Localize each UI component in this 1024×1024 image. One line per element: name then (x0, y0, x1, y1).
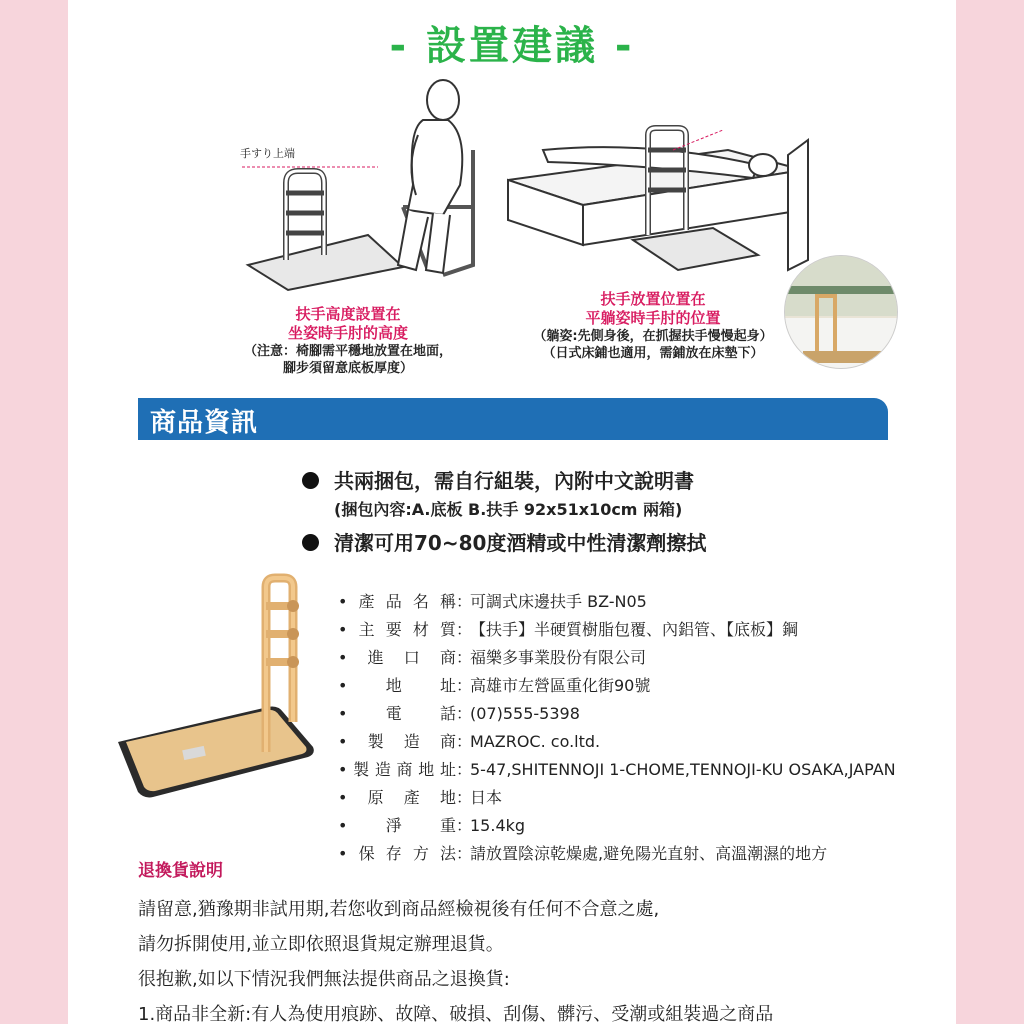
spec-label (338, 672, 456, 700)
caption-right (488, 290, 818, 362)
spec-bullet-icon: • (338, 620, 348, 639)
spec-label (338, 616, 456, 644)
spec-label-char: 稱 (439, 592, 456, 611)
spec-label-char: 名 (412, 592, 429, 611)
caption-left-note2: 腳步須留意底板厚度） (282, 361, 413, 376)
spec-separator: ： (456, 760, 473, 779)
spec-label-char: 話 (439, 704, 456, 723)
spec-bullet-icon: • (338, 648, 348, 667)
spec-row (338, 588, 898, 616)
caption-left-line2: 坐姿時手肘的高度 (287, 324, 408, 342)
spec-bullet-icon: • (338, 676, 348, 695)
spec-label-char: 存 (385, 844, 402, 863)
spec-label-char: 原 (367, 788, 384, 807)
spec-value: MAZROC. co.ltd. (470, 732, 601, 751)
spec-label-char: 口 (403, 648, 420, 667)
spec-value: 15.4kg (470, 816, 526, 835)
spec-bullet-icon: • (338, 704, 348, 723)
spec-separator: ： (456, 816, 473, 835)
page-title: - 設置建議 - (389, 23, 635, 69)
spec-separator: ： (456, 592, 473, 611)
spec-bullet-icon: • (338, 760, 348, 779)
spec-label-char: 質 (439, 620, 456, 639)
caption-left-note1: （注意：椅腳需平穩地放置在地面， (243, 344, 452, 359)
spec-value: 請放置陰涼乾燥處,避免陽光直射、高溫潮濕的地方 (470, 844, 828, 863)
spec-value: 可調式床邊扶手 BZ-N05 (470, 592, 647, 611)
section-header (138, 398, 888, 440)
spec-bullet-icon: • (338, 788, 348, 807)
spec-label-char: 保 (358, 844, 375, 863)
spec-row (338, 616, 898, 644)
spec-label-char: 造 (374, 760, 391, 779)
spec-separator: ： (456, 788, 473, 807)
bullet-subtext: (捆包內容:A.底板 B.扶手 92x51x10cm 兩箱) (334, 500, 683, 519)
spec-separator: ： (456, 648, 473, 667)
spec-label (338, 728, 456, 756)
spec-row (338, 728, 898, 756)
spec-label-char: 進 (367, 648, 384, 667)
spec-label-char: 製 (367, 732, 384, 751)
caption-left (188, 305, 508, 377)
spec-label-char: 電 (385, 704, 402, 723)
spec-label-char: 主 (358, 620, 375, 639)
spec-label (338, 812, 456, 840)
spec-label-char: 商 (439, 732, 456, 751)
spec-separator: ： (456, 704, 473, 723)
bullet-dot-icon (302, 472, 319, 489)
spec-label-char: 地 (418, 760, 435, 779)
returns-line: 請勿拆開使用,並立即依照退貨規定辦理退貨。 (138, 934, 504, 955)
bullet-item (302, 528, 862, 558)
spec-bullet-icon: • (338, 592, 348, 611)
spec-label-char: 品 (385, 592, 402, 611)
seated-illustration (228, 75, 528, 295)
caption-left-line1: 扶手高度設置在 (295, 305, 401, 323)
spec-separator: ： (456, 676, 473, 695)
spec-label-char: 產 (358, 592, 375, 611)
spec-label (338, 784, 456, 812)
spec-label-char: 製 (353, 760, 370, 779)
spec-label-char: 造 (403, 732, 420, 751)
spec-label-char: 法 (439, 844, 456, 863)
spec-label-char: 商 (439, 648, 456, 667)
spec-row (338, 672, 898, 700)
spec-label-char: 商 (396, 760, 413, 779)
returns-line: 1.商品非全新:有人為使用痕跡、故障、破損、刮傷、髒污、受潮或組裝過之商品 (138, 1004, 774, 1024)
product-image (108, 572, 338, 812)
spec-value: 日本 (470, 788, 503, 807)
spec-separator: ： (456, 732, 473, 751)
spec-label-char: 址 (439, 760, 456, 779)
spec-value: (07)555-5398 (470, 704, 580, 723)
spec-row (338, 644, 898, 672)
marker-label: 手すり上端 (240, 147, 295, 160)
page (68, 0, 956, 1024)
spec-separator: ： (456, 620, 473, 639)
section-title: 商品資訊 (150, 408, 259, 438)
returns-line: 很抱歉,如以下情況我們無法提供商品之退換貨: (138, 969, 510, 990)
spec-list (338, 588, 898, 868)
caption-right-note1: （躺姿:先側身後，在抓握扶手慢慢起身） (533, 329, 773, 344)
caption-right-line1: 扶手放置位置在 (600, 290, 706, 308)
spec-label (338, 588, 456, 616)
spec-separator: ： (456, 844, 473, 863)
spec-bullet-icon: • (338, 732, 348, 751)
spec-label-char: 址 (439, 676, 456, 695)
spec-label-char: 重 (439, 816, 456, 835)
spec-label-char: 材 (412, 620, 429, 639)
caption-right-line2: 平躺姿時手肘的位置 (585, 309, 721, 327)
spec-label (338, 644, 456, 672)
bullet-text: 共兩捆包，需自行組裝，內附中文說明書 (334, 469, 694, 493)
spec-label-char: 方 (412, 844, 429, 863)
spec-label (338, 700, 456, 728)
spec-label-char: 要 (385, 620, 402, 639)
spec-row (338, 756, 898, 784)
returns-title: 退換貨說明 (138, 861, 223, 881)
caption-right-note2: （日式床鋪也適用，需鋪放在床墊下） (542, 346, 764, 361)
spec-bullet-icon: • (338, 844, 348, 863)
spec-row (338, 700, 898, 728)
spec-label-char: 淨 (385, 816, 402, 835)
bullet-item (302, 466, 862, 496)
bullet-dot-icon (302, 534, 319, 551)
spec-label-char: 產 (403, 788, 420, 807)
lying-illustration (498, 120, 818, 280)
spec-row (338, 812, 898, 840)
returns-line: 請留意,猶豫期非試用期,若您收到商品經檢視後有任何不合意之處, (138, 899, 660, 920)
spec-value: 福樂多事業股份有限公司 (470, 648, 647, 667)
spec-value: 【扶手】半硬質樹脂包覆、內鋁管、【底板】鋼 (470, 620, 799, 639)
spec-label-char: 地 (385, 676, 402, 695)
spec-value: 5-47,SHITENNOJI 1-CHOME,TENNOJI-KU OSAKA,JAPAN (470, 760, 896, 779)
spec-row (338, 784, 898, 812)
bullet-text: 清潔可用70~80度酒精或中性清潔劑擦拭 (334, 531, 707, 555)
info-bullets (302, 466, 862, 558)
spec-bullet-icon: • (338, 816, 348, 835)
spec-label (338, 756, 456, 784)
spec-label-char: 地 (439, 788, 456, 807)
returns-section (138, 858, 938, 1024)
spec-value: 高雄市左營區重化街90號 (470, 676, 651, 695)
